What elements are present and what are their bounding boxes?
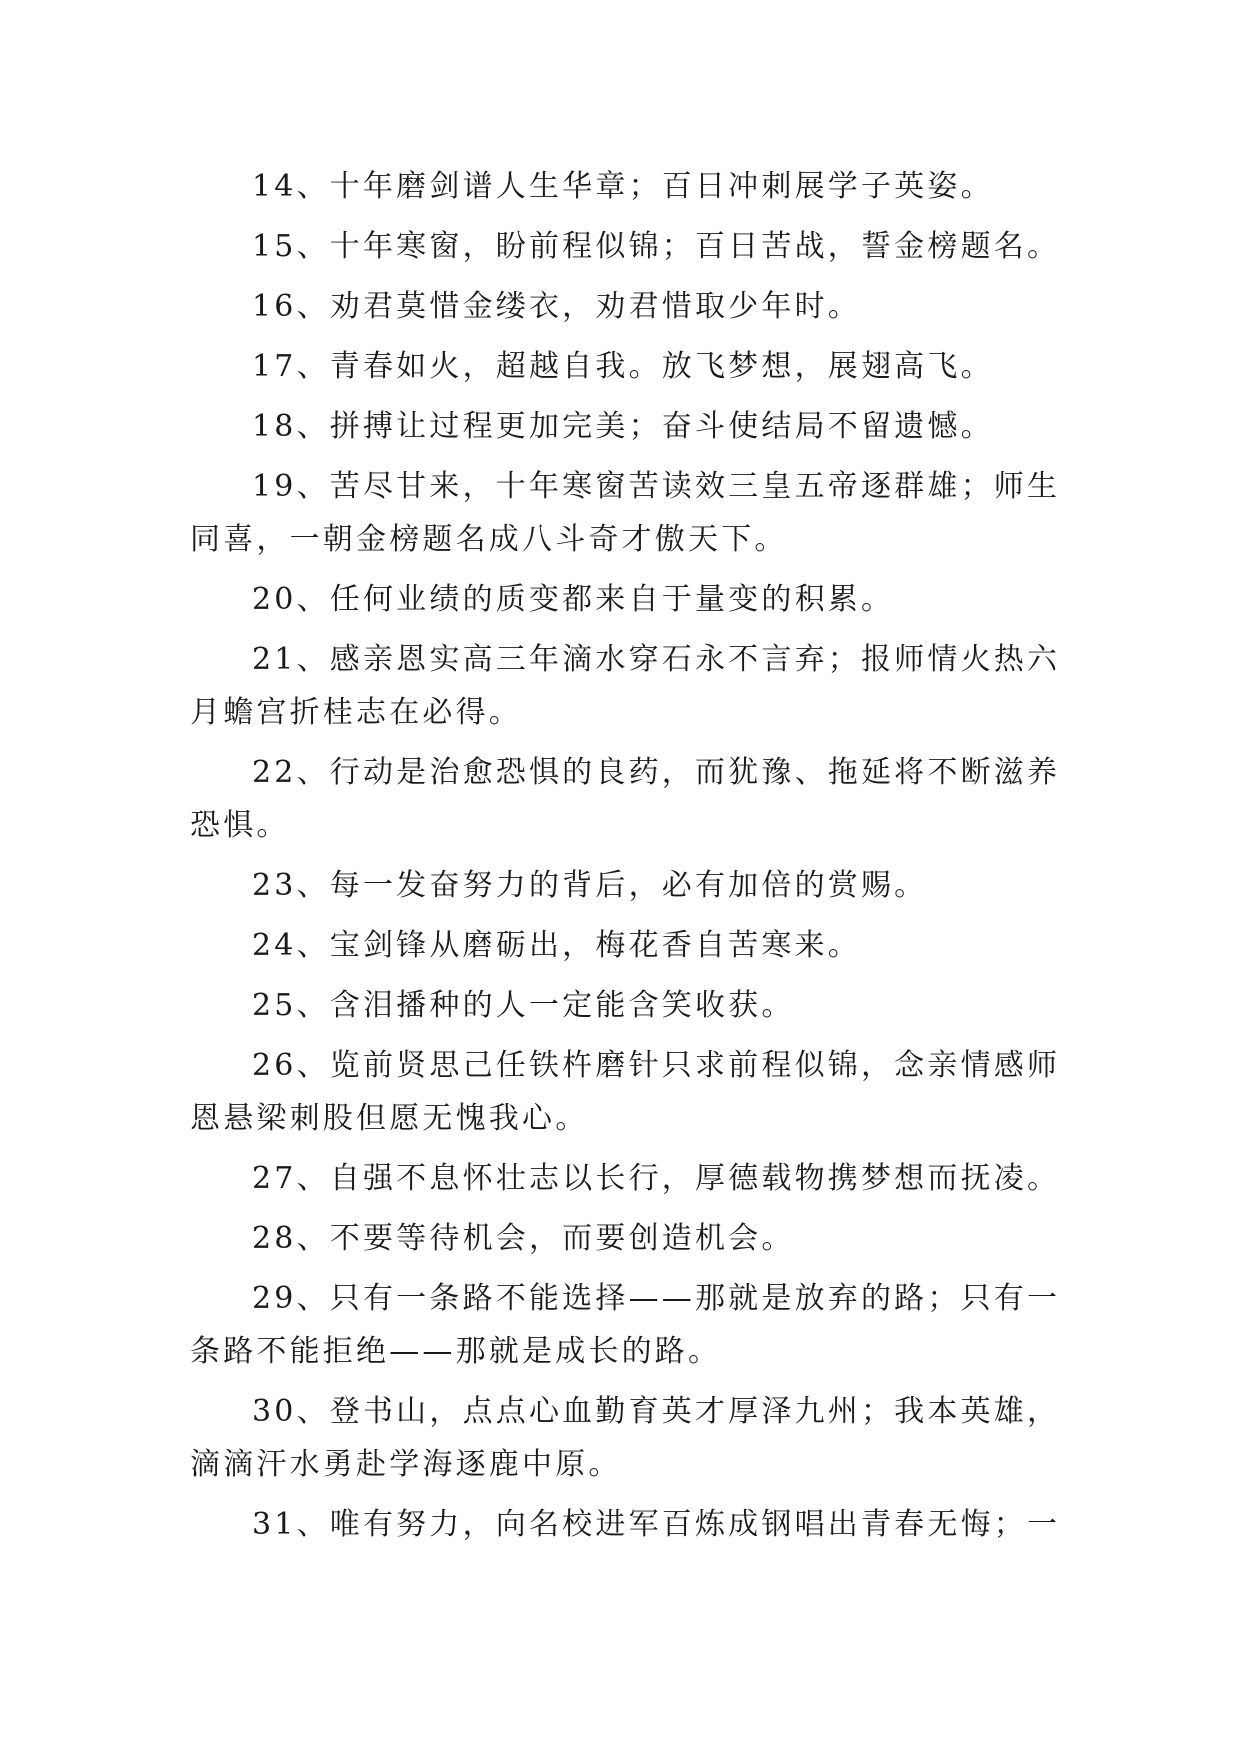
- document-body: [190, 160, 1070, 1558]
- paragraph-17: 17、青春如火，超越自我。放飞梦想，展翅高飞。: [252, 349, 994, 384]
- paragraph-24: 24、宝剑锋从磨砺出，梅花香自苦寒来。: [252, 928, 861, 963]
- paragraph-23: 23、每一发奋努力的背后，必有加倍的赏赐。: [252, 868, 928, 903]
- paragraph-27: 27、自强不息怀壮志以长行，厚德载物携梦想而抚凌。: [252, 1161, 1061, 1196]
- paragraph-15: 15、十年寒窗，盼前程似锦；百日苦战，誓金榜题名。: [252, 229, 1061, 264]
- paragraph-29: 29、只有一条路不能选择——那就是放弃的路；只有一条路不能拒绝——那就是成长的路。: [190, 1281, 1061, 1369]
- paragraph-31: 31、唯有努力，向名校进军百炼成钢唱出青春无悔；一: [252, 1507, 1061, 1542]
- paragraph-19: 19、苦尽甘来，十年寒窗苦读效三皇五帝逐群雄；师生同喜，一朝金榜题名成八斗奇才傲天下。: [190, 469, 1061, 557]
- paragraph-26: 26、览前贤思己任铁杵磨针只求前程似锦，念亲情感师恩悬梁刺股但愿无愧我心。: [190, 1048, 1061, 1136]
- paragraph-18: 18、拼搏让过程更加完美；奋斗使结局不留遗憾。: [252, 409, 994, 444]
- paragraph-30: 30、登书山，点点心血勤育英才厚泽九州；我本英雄，滴滴汗水勇赴学海逐鹿中原。: [190, 1394, 1061, 1482]
- paragraph-14: 14、十年磨剑谱人生华章；百日冲刺展学子英姿。: [252, 169, 994, 204]
- paragraph-20: 20、任何业绩的质变都来自于量变的积累。: [252, 582, 895, 617]
- paragraph-22: 22、行动是治愈恐惧的良药，而犹豫、拖延将不断滋养恐惧。: [190, 755, 1061, 843]
- paragraph-28: 28、不要等待机会，而要创造机会。: [252, 1221, 795, 1256]
- paragraph-25: 25、含泪播种的人一定能含笑收获。: [252, 988, 795, 1023]
- paragraph-21: 21、感亲恩实高三年滴水穿石永不言弃；报师情火热六月蟾宫折桂志在必得。: [190, 642, 1061, 730]
- paragraph-16: 16、劝君莫惜金缕衣，劝君惜取少年时。: [252, 289, 861, 324]
